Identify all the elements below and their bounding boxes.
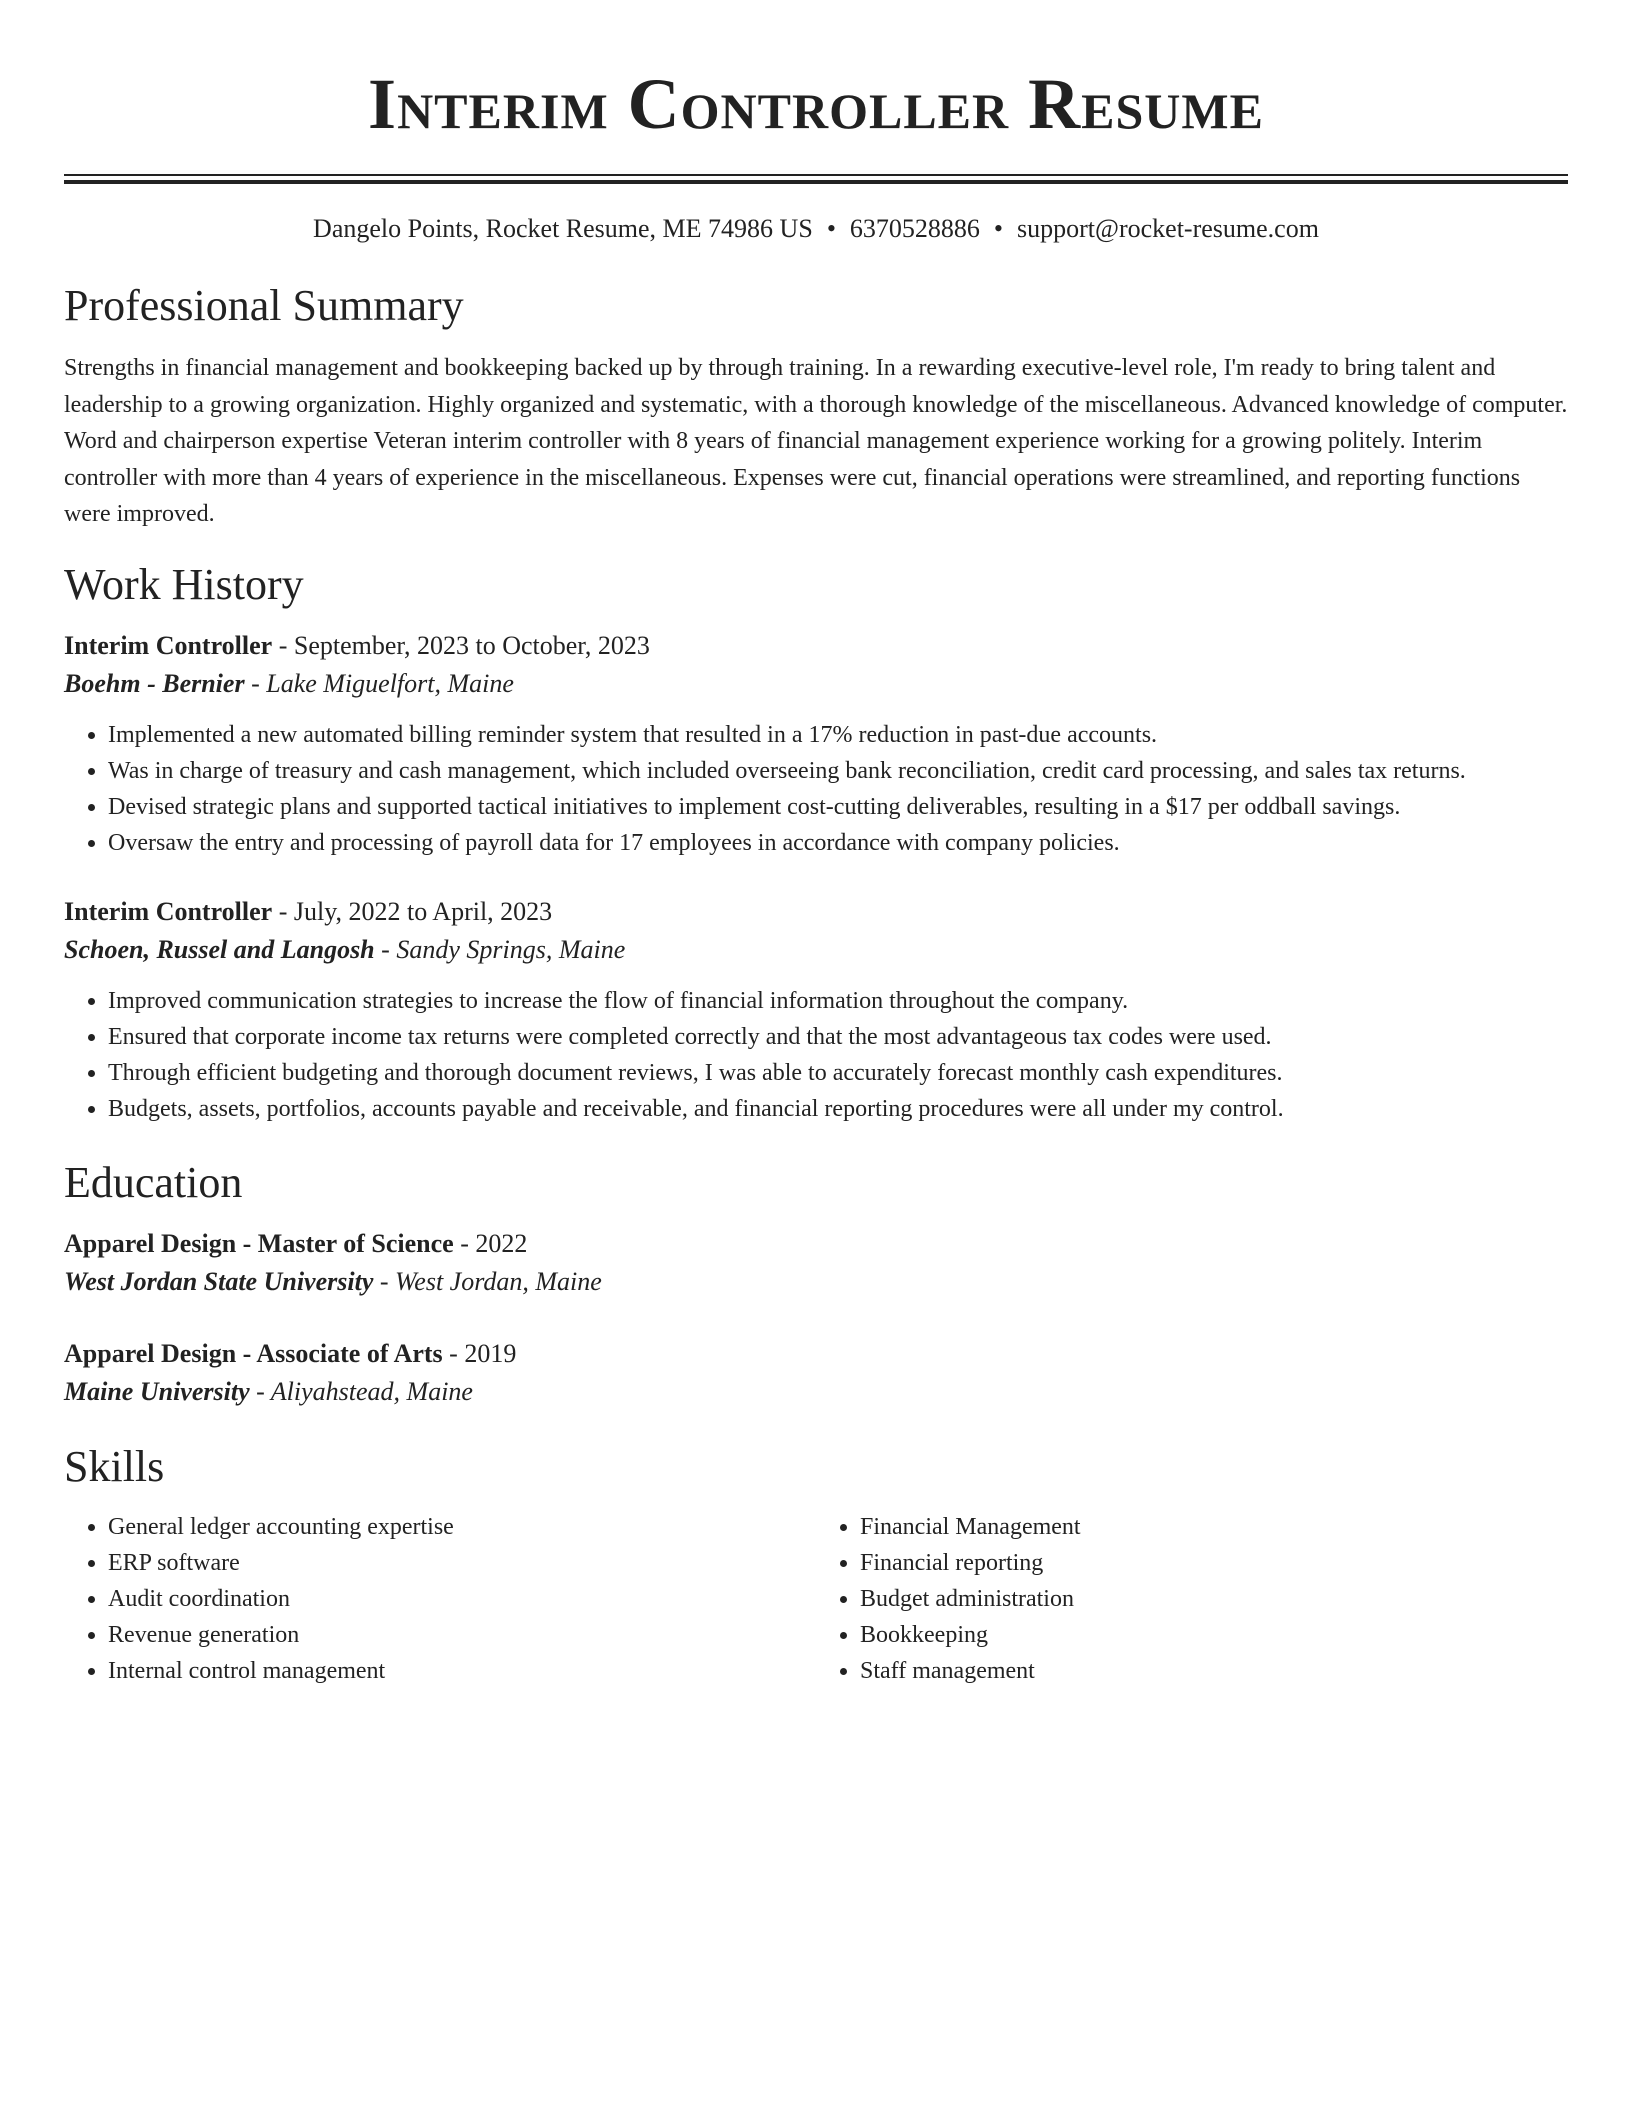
skill-item: • General ledger accounting expertise [108, 1509, 816, 1545]
summary-text: Strengths in financial management and bookkeeping backed up by through training. In a rewarding executive-level role, I'm ready to bring talent and leadership to a growing organization. Highly organized and systematic, with a thorough knowledge of the miscellaneous. Advanced knowledge of computer. Word and chairperson expertise Veteran interim controller with 8 years of financial management experience working for a growing politely. Interim controller with more than 4 years of experience in the miscellaneous. Expenses were cut, financial operations were streamlined, and reporting functions were improved. [64, 355, 1568, 527]
job-bullets [64, 717, 1568, 861]
degree-line [64, 1335, 1568, 1373]
title-divider [64, 174, 1568, 184]
degree-year: - 2019 [442, 1338, 517, 1368]
company-location: - Sandy Springs, Maine [374, 934, 626, 964]
company-name: Schoen, Russel and Langosh [64, 934, 375, 964]
company-location: - Lake Miguelfort, Maine [244, 668, 514, 698]
company-name: Boehm - Bernier [64, 668, 245, 698]
job-dates: - July, 2022 to April, 2023 [272, 896, 553, 926]
company-line [64, 665, 1568, 703]
job-bullet: • Was in charge of treasury and cash management, which included overseeing bank reconciliation, credit card processing, and sales tax returns. [108, 753, 1568, 789]
job-bullet: • Ensured that corporate income tax returns were completed correctly and that the most advantageous tax codes were used. [108, 1019, 1568, 1055]
job-title: Interim Controller [64, 630, 273, 660]
work-history-heading: Work History [64, 559, 304, 609]
skill-item: • ERP software [108, 1545, 816, 1581]
job-bullet: • Implemented a new automated billing reminder system that resulted in a 17% reduction in past-due accounts. [108, 717, 1568, 753]
skills-bullets-right [816, 1509, 1568, 1689]
contact-phone: 6370528886 [849, 214, 980, 243]
degree-name: Apparel Design - Master of Science [64, 1228, 454, 1258]
skills-column-left [64, 1509, 816, 1689]
job-bullet: • Devised strategic plans and supported tactical initiatives to implement cost-cutting deliverables, resulting in a $17 per oddball savings. [108, 789, 1568, 825]
school-location: - Aliyahstead, Maine [249, 1376, 473, 1406]
education-entry [64, 1225, 1568, 1301]
education-entry [64, 1335, 1568, 1411]
job-bullet: • Through efficient budgeting and thorough document reviews, I was able to accurately forecast monthly cash expenditures. [108, 1055, 1568, 1091]
skill-item: • Budget administration [860, 1581, 1568, 1617]
job-title: Interim Controller [64, 896, 273, 926]
skill-item: • Revenue generation [108, 1617, 816, 1653]
job-bullet: • Oversaw the entry and processing of payroll data for 17 employees in accordance with company policies. [108, 825, 1568, 861]
job-bullet: • Budgets, assets, portfolios, accounts payable and receivable, and financial reporting procedures were all under my control. [108, 1091, 1568, 1127]
job-entry [64, 627, 1568, 861]
school-name: West Jordan State University [64, 1266, 374, 1296]
contact-separator: • [826, 214, 836, 243]
job-bullets [64, 983, 1568, 1127]
contact-line [64, 212, 1568, 246]
job-entry [64, 893, 1568, 1127]
skills-list [64, 1509, 1568, 1689]
skills-column-right [816, 1509, 1568, 1689]
skills-heading: Skills [64, 1441, 165, 1491]
skill-item: • Staff management [860, 1653, 1568, 1689]
contact-separator: • [993, 214, 1004, 243]
degree-line [64, 1225, 1568, 1263]
company-line [64, 931, 1568, 969]
job-bullet: • Improved communication strategies to increase the flow of financial information throughout the company. [108, 983, 1568, 1019]
contact-address: Dangelo Points, Rocket Resume, ME 74986 US [313, 214, 813, 243]
resume-title: Interim Controller Resume [368, 64, 1264, 144]
skill-item: • Financial reporting [860, 1545, 1568, 1581]
job-title-line [64, 893, 1568, 931]
skill-item: • Audit coordination [108, 1581, 816, 1617]
contact-email: support@rocket-resume.com [1017, 214, 1319, 243]
job-title-line [64, 627, 1568, 665]
skills-bullets-left [64, 1509, 816, 1689]
skill-item: • Financial Management [860, 1509, 1568, 1545]
school-name: Maine University [64, 1376, 250, 1406]
skill-item: • Internal control management [108, 1653, 816, 1689]
summary-heading: Professional Summary [64, 281, 464, 330]
school-location: - West Jordan, Maine [373, 1266, 602, 1296]
school-line [64, 1263, 1568, 1301]
skill-item: • Bookkeeping [860, 1617, 1568, 1653]
education-heading: Education [64, 1157, 243, 1207]
school-line [64, 1373, 1568, 1411]
degree-name: Apparel Design - Associate of Arts [64, 1338, 443, 1368]
job-dates: - September, 2023 to October, 2023 [272, 630, 650, 660]
degree-year: - 2022 [453, 1228, 528, 1258]
